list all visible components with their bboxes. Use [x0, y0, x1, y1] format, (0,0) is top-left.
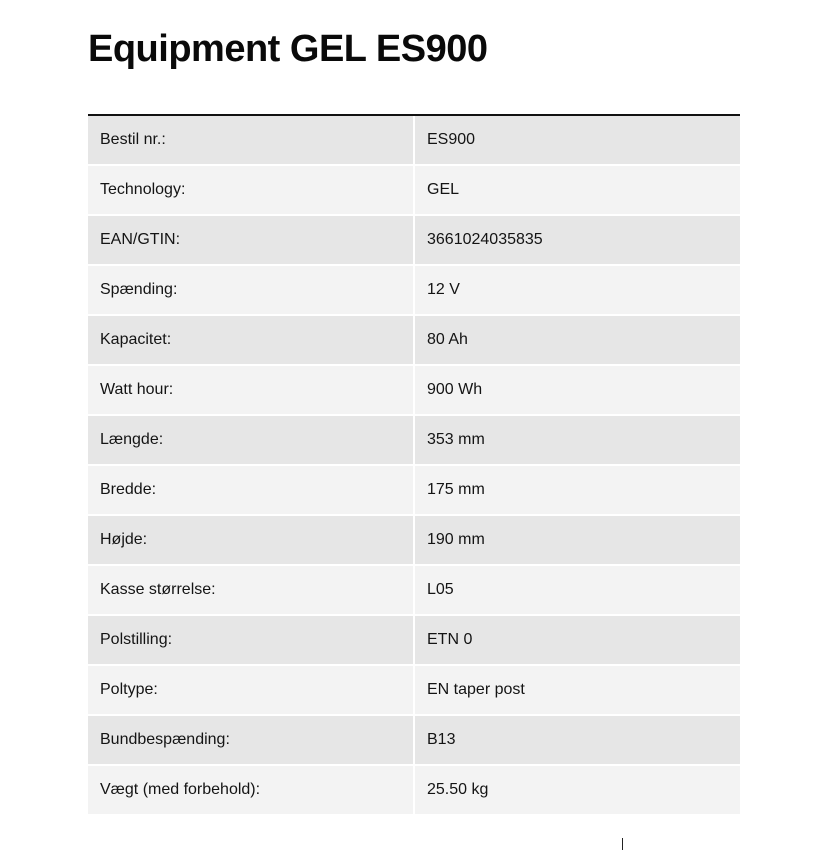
- table-row: [88, 616, 740, 666]
- spec-value: ETN 0: [415, 616, 740, 664]
- table-row: [88, 566, 740, 616]
- table-row: [88, 316, 740, 366]
- spec-value: 25.50 kg: [415, 766, 740, 814]
- table-row: [88, 466, 740, 516]
- table-row: [88, 366, 740, 416]
- spec-value: L05: [415, 566, 740, 614]
- spec-label: Længde:: [88, 416, 413, 464]
- page-title: Equipment GEL ES900: [88, 28, 488, 70]
- spec-label: Watt hour:: [88, 366, 413, 414]
- table-row: [88, 416, 740, 466]
- table-row: [88, 166, 740, 216]
- table-row: [88, 266, 740, 316]
- spec-label: Bredde:: [88, 466, 413, 514]
- spec-value: 80 Ah: [415, 316, 740, 364]
- spec-table: [88, 114, 740, 816]
- spec-value: 190 mm: [415, 516, 740, 564]
- spec-value: 900 Wh: [415, 366, 740, 414]
- spec-label: Poltype:: [88, 666, 413, 714]
- spec-label: Technology:: [88, 166, 413, 214]
- table-row: [88, 666, 740, 716]
- spec-value: ES900: [415, 116, 740, 164]
- spec-value: GEL: [415, 166, 740, 214]
- spec-label: Spænding:: [88, 266, 413, 314]
- table-row: [88, 216, 740, 266]
- spec-label: Bundbespænding:: [88, 716, 413, 764]
- spec-value: B13: [415, 716, 740, 764]
- text-cursor: [622, 838, 623, 850]
- table-row: [88, 516, 740, 566]
- spec-value: 12 V: [415, 266, 740, 314]
- spec-label: Bestil nr.:: [88, 116, 413, 164]
- table-row: [88, 766, 740, 816]
- spec-value: 175 mm: [415, 466, 740, 514]
- spec-value: EN taper post: [415, 666, 740, 714]
- spec-label: Polstilling:: [88, 616, 413, 664]
- spec-label: Højde:: [88, 516, 413, 564]
- spec-label: EAN/GTIN:: [88, 216, 413, 264]
- table-row: [88, 716, 740, 766]
- table-row: [88, 116, 740, 166]
- spec-value: 353 mm: [415, 416, 740, 464]
- spec-label: Kasse størrelse:: [88, 566, 413, 614]
- spec-value: 3661024035835: [415, 216, 740, 264]
- spec-label: Vægt (med forbehold):: [88, 766, 413, 814]
- spec-label: Kapacitet:: [88, 316, 413, 364]
